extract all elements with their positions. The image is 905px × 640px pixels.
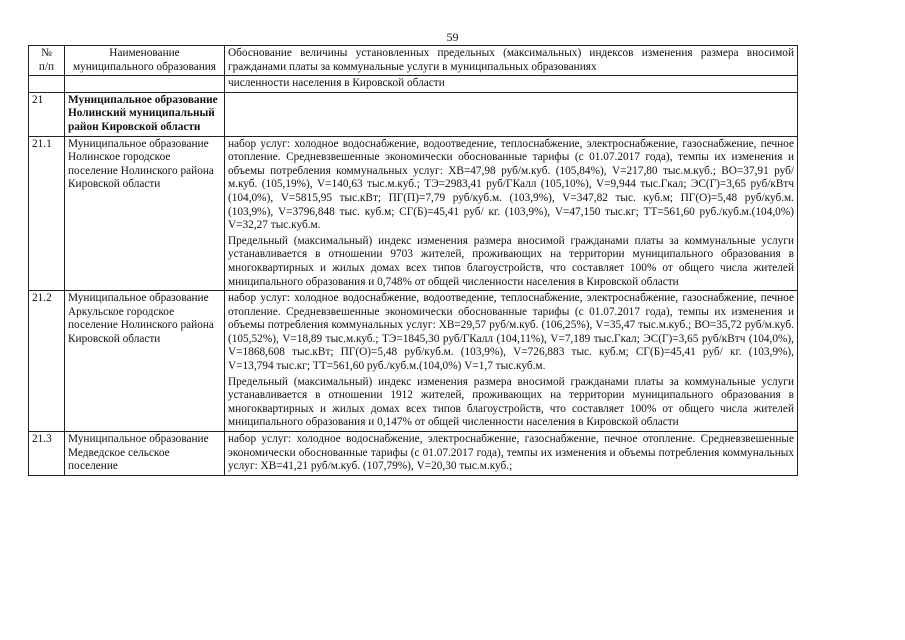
page-number: 59	[446, 30, 459, 44]
header-col-number: № п/п	[29, 46, 65, 76]
row-name: Муниципальное образование Медведское сельское поселение	[65, 432, 225, 476]
header-col-justification: Обоснование величины установленных предельных (максимальных) индексов изменения размера вносимой гражданами платы за коммунальные услуги в муниципальных образованиях	[225, 46, 798, 76]
row-number: 21.3	[29, 432, 65, 476]
table-row	[29, 92, 798, 136]
row-justification	[225, 136, 798, 291]
row-justification	[225, 291, 798, 432]
table-header-row	[29, 46, 798, 76]
table-row	[29, 136, 798, 291]
row-name: Муниципальное образование Нолинский муниципальный район Кировской области	[65, 92, 225, 136]
row-justification	[225, 92, 798, 136]
continuation-text: численности населения в Кировской области	[225, 76, 798, 93]
services-paragraph: набор услуг: холодное водоснабжение, водоотведение, теплоснабжение, электроснабжение, газоснабжение, печное отопление. Средневзвешенные экономически обоснованные тарифы (с 01.07.2017 года), темпы их изменения и объемы потребления коммунальных услуг: ХВ=47,98 руб/м.куб. (105,84%), V=217,80 тыс.м.куб.; ВО=37,91 руб/м.куб. (105,19%), V=140,63 тыс.м.куб.; ТЭ=2983,41 руб/ГКалл (105,10%), V=9,944 тыс.Гкал; ЭС(Г)=3,65 руб/кВтч (104,0%), V=5815,95 тыс.кВт; ПГ(П)=7,79 руб/куб.м. (103,9%), V=347,82 тыс. куб.м; ПГ(О)=5,48 руб/куб.м. (103,9%), V=3796,848 тыс. куб.м; СГ(Б)=45,41 руб/ кг. (103,9%), V=47,150 тыс.кг; ТТ=561,60 руб./куб.м.(104,0%) V=32,27 тыс.куб.м.	[228, 137, 794, 232]
row-name: Муниципальное образование Аркульское городское поселение Нолинского района Кировской области	[65, 291, 225, 432]
header-col-name: Наименование муниципального образования	[65, 46, 225, 76]
tariff-table	[28, 45, 798, 476]
services-paragraph: набор услуг: холодное водоснабжение, электроснабжение, газоснабжение, печное отопление. Средневзвешенные экономически обоснованные тарифы (с 01.07.2017 года), темпы их изменения и объемы потребления коммунальных услуг: ХВ=41,21 руб/м.куб. (107,79%), V=20,30 тыс.м.куб.;	[228, 433, 794, 473]
continuation-row	[29, 76, 798, 93]
limit-paragraph: Предельный (максимальный) индекс изменения размера вносимой гражданами платы за коммунальные услуги устанавливается в отношении 9703 жителей, проживающих на территории муниципального образования в многоквартирных и жилых домах всех типов благоустройств, что составляет 100% от общего числа жителей мниципального образования и 0,748% от общей численности населения в Кировской области	[228, 234, 794, 288]
row-number: 21	[29, 92, 65, 136]
row-name: Муниципальное образование Нолинское городское поселение Нолинского района Кировской области	[65, 136, 225, 291]
row-number: 21.2	[29, 291, 65, 432]
table-row	[29, 291, 798, 432]
table-row	[29, 432, 798, 476]
row-justification	[225, 432, 798, 476]
limit-paragraph: Предельный (максимальный) индекс изменения размера вносимой гражданами платы за коммунальные услуги устанавливается в отношении 1912 жителей, проживающих на территории муниципального образования в многоквартирных и жилых домах всех типов благоустройств, что составляет 100% от общего числа жителей мниципального образования и 0,147% от общей численности населения в Кировской области	[228, 375, 794, 429]
row-number: 21.1	[29, 136, 65, 291]
services-paragraph: набор услуг: холодное водоснабжение, водоотведение, теплоснабжение, электроснабжение, газоснабжение, печное отопление. Средневзвешенные экономически обоснованные тарифы (с 01.07.2017 года), темпы их изменения и объемы потребления коммунальных услуг: ХВ=29,57 руб/м.куб. (106,25%), V=35,47 тыс.м.куб.; ВО=35,72 руб/м.куб. (105,52%), V=18,89 тыс.м.куб.; ТЭ=1845,30 руб/ГКалл (104,11%), V=7,189 тыс.Гкал; ЭС(Г)=3,65 руб/кВтч (104,0%), V=1868,608 тыс.кВт; ПГ(О)=5,48 руб/куб.м. (103,9%), V=726,883 тыс. куб.м; СГ(Б)=45,41 руб/ кг. (103,9%), V=13,794 тыс.кг; ТТ=561,60 руб./куб.м.(104,0%) V=1,7 тыс.куб.м.	[228, 292, 794, 373]
